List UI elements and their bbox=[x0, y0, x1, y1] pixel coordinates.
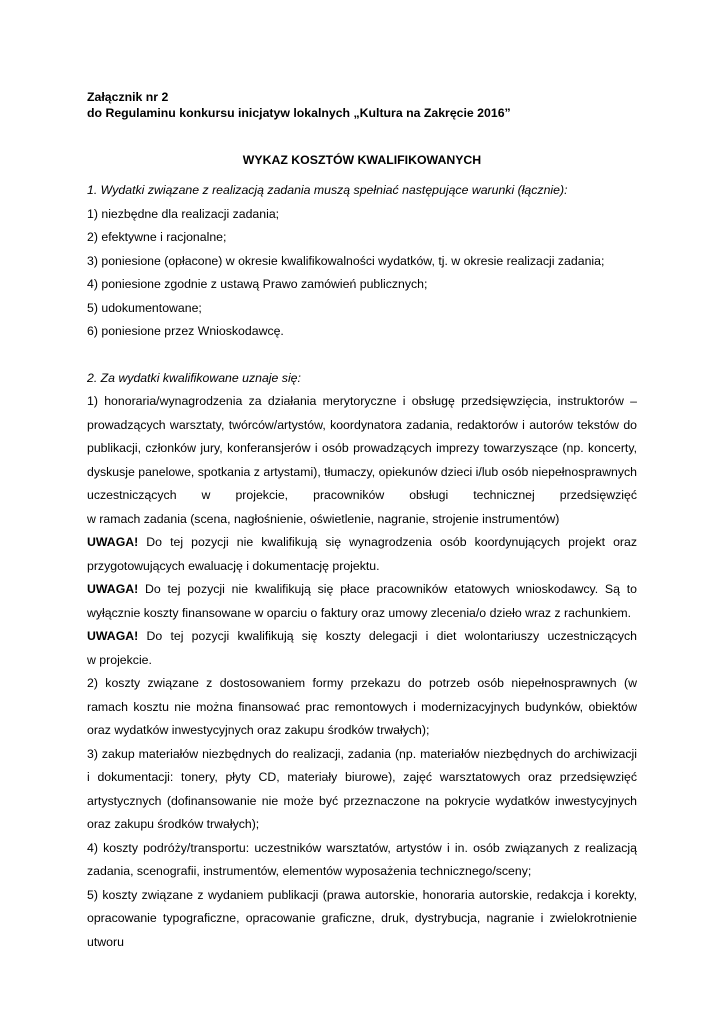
list-item: 3) poniesione (opłacone) w okresie kwalifikowalności wydatków, tj. w okresie realizacji zadania; bbox=[87, 253, 605, 268]
section-1-heading: 1. Wydatki związane z realizacją zadania muszą spełniać następujące warunki (łącznie): bbox=[87, 183, 568, 197]
document-page bbox=[87, 89, 637, 954]
list-item: 6) poniesione przez Wnioskodawcę. bbox=[87, 324, 284, 338]
paragraph-accessibility: 2) koszty związane z dostosowaniem formy przekazu do potrzeb osób niepełnosprawnych (w ramach kosztu nie można finansować prac remontowych i modernizacyjnych budynków, obiektów oraz wydatków inwestycyjnych oraz zakupu środków trwałych); bbox=[87, 676, 637, 737]
attachment-subtitle: do Regulaminu konkursu inicjatyw lokalnych „Kultura na Zakręcie 2016” bbox=[87, 106, 511, 120]
note-label: UWAGA! bbox=[87, 535, 139, 549]
note-text: Do tej pozycji nie kwalifikują się wynagrodzenia osób koordynujących projekt oraz przygotowujących ewaluację i dokumentację projektu. bbox=[87, 535, 637, 573]
note-label: UWAGA! bbox=[87, 629, 139, 643]
note-1 bbox=[87, 531, 637, 578]
paragraph-travel: 4) koszty podróży/transportu: uczestników warsztatów, artystów i in. osób związanych z realizacją zadania, scenografii, instrumentów, elementów wyposażenia technicznego/sceny; bbox=[87, 840, 637, 878]
note-text: Do tej pozycji kwalifikują się koszty delegacji i diet wolontariuszy uczestniczących bbox=[146, 629, 637, 643]
note-2 bbox=[87, 578, 637, 625]
note-3 bbox=[87, 625, 637, 649]
paragraph-materials: 3) zakup materiałów niezbędnych do realizacji, zadania (np. materiałów niezbędnych do archiwizacji i dokumentacji: tonery, płyty CD, materiały biurowe), zajęć warsztatowych oraz przedsięwzięć artystycznych (dofinansowanie nie może być przeznaczone na pokrycie wydatków inwestycyjnych oraz zakupu środków trwałych); bbox=[87, 746, 637, 831]
list-item: 4) poniesione zgodnie z ustawą Prawo zamówień publicznych; bbox=[87, 277, 428, 291]
page-title: WYKAZ KOSZTÓW KWALIFIKOWANYCH bbox=[242, 153, 482, 167]
paragraph-honoraria: 1) honoraria/wynagrodzenia za działania merytoryczne i obsługę przedsięwzięcia, instruktorów – prowadzących warsztaty, twórców/artystów, koordynatora zadania, redaktorów i autorów tekstów do publikacji, członków jury, konferansjerów i osób prowadzących imprezy towarzyszące (np. koncerty, dyskusje panelowe, spotkania z artystami), tłumaczy, opiekunów dzieci i/lub osób niepełnosprawnych uczestniczących w projekcie, pracowników obsługi technicznej przedsięwzięć bbox=[87, 394, 637, 502]
list-item: 5) udokumentowane; bbox=[87, 300, 202, 315]
paragraph-honoraria-tail: w ramach zadania (scena, nagłośnienie, oświetlenie, nagranie, strojenie instrumentów) bbox=[87, 511, 560, 526]
list-item: 2) efektywne i racjonalne; bbox=[87, 230, 227, 244]
list-item: 1) niezbędne dla realizacji zadania; bbox=[87, 206, 280, 221]
note-3-tail: w projekcie. bbox=[87, 652, 152, 667]
note-text: Do tej pozycji nie kwalifikują się płace pracowników etatowych wnioskodawcy. Są to wyłącznie koszty finansowane w oparciu o faktury oraz umowy zlecenia/o dzieło wraz z rachunkiem. bbox=[87, 582, 637, 620]
section-2-heading: 2. Za wydatki kwalifikowane uznaje się: bbox=[87, 371, 301, 385]
paragraph-publication: 5) koszty związane z wydaniem publikacji (prawa autorskie, honoraria autorskie, redakcja i korekty, opracowanie typograficzne, opracowanie graficzne, druk, dystrybucja, nagranie i zwielokrotnienie utworu bbox=[87, 887, 637, 949]
attachment-number: Załącznik nr 2 bbox=[87, 90, 169, 104]
note-label: UWAGA! bbox=[87, 582, 139, 596]
